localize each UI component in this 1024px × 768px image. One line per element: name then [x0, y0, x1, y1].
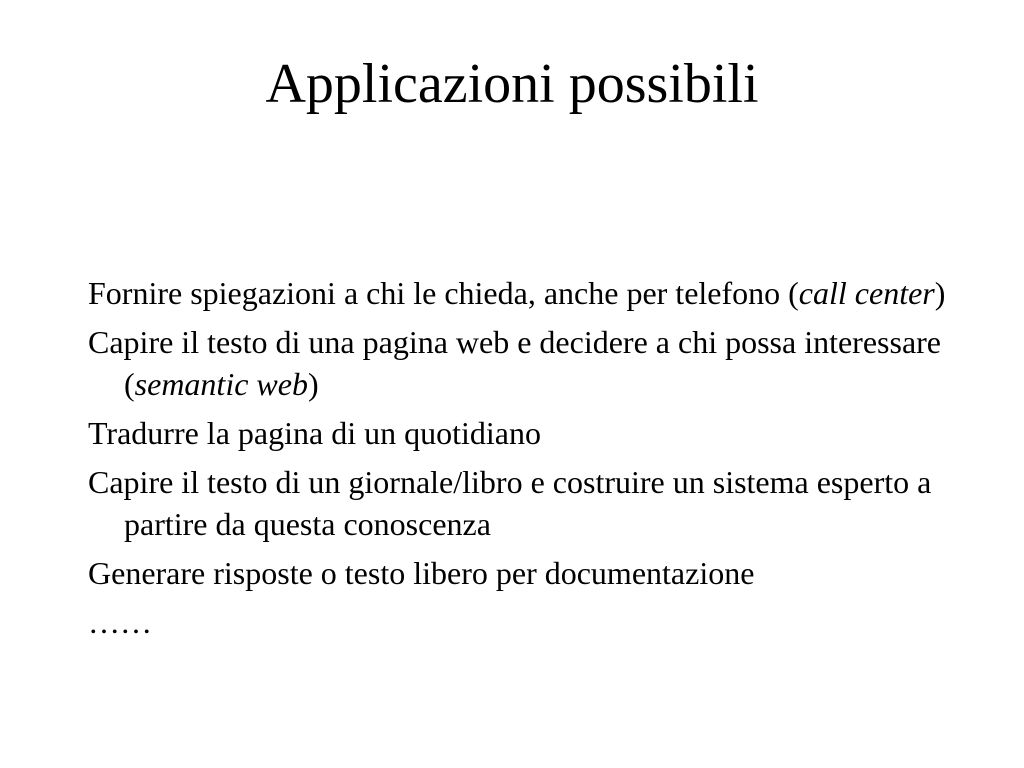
- item-text: Fornire spiegazioni a chi le chieda, anche per telefono (: [88, 275, 799, 311]
- item-suffix: ): [307, 366, 319, 402]
- bullet-list: [88, 272, 948, 650]
- list-item: [88, 461, 948, 545]
- item-text: ……: [88, 604, 152, 640]
- list-item: [88, 601, 948, 643]
- item-italic-term: call center: [798, 275, 935, 311]
- item-italic-term: semantic web: [134, 366, 308, 402]
- item-text: Tradurre la pagina di un quotidiano: [88, 415, 541, 451]
- list-item: [88, 272, 948, 314]
- list-item: [88, 552, 948, 594]
- item-suffix: ): [934, 275, 946, 311]
- item-text: Capire il testo di un giornale/libro e costruire un sistema esperto a partire da questa conoscenza: [88, 464, 932, 542]
- item-text: Generare risposte o testo libero per documentazione: [88, 555, 755, 591]
- list-item: [88, 412, 948, 454]
- slide-title: Applicazioni possibili: [265, 53, 759, 115]
- item-text: Capire il testo di una pagina web e decidere a chi possa interessare (: [88, 324, 941, 402]
- list-item: [88, 321, 948, 405]
